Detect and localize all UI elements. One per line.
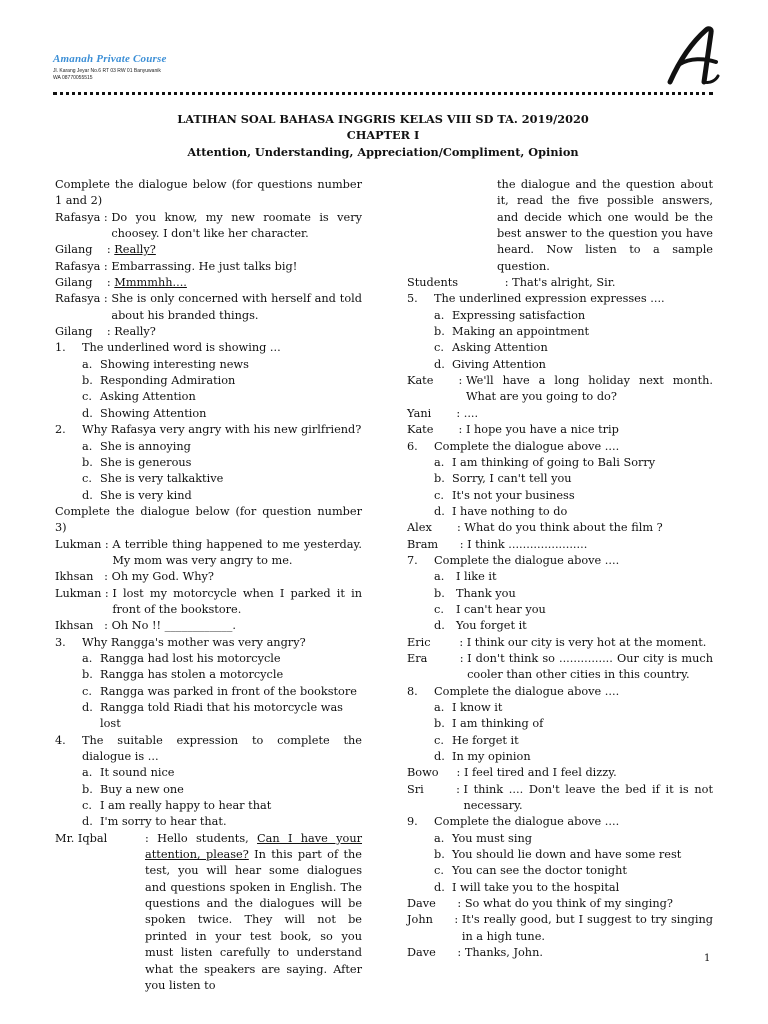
utterance: .... (463, 406, 479, 420)
option-letter: a. (82, 357, 93, 371)
listening-paragraph (55, 831, 362, 994)
utterance: A terrible thing happened to me yesterday. My mom was very angry to me. (112, 537, 362, 567)
option-letter: c. (434, 488, 444, 502)
option-text: You should lie down and have some rest (452, 848, 682, 862)
option-letter: a. (434, 570, 445, 584)
underlined-expression: Can I have your attention, please? (145, 831, 362, 862)
option (55, 651, 362, 667)
dialogue-line (407, 782, 713, 815)
option (55, 439, 362, 455)
option (55, 782, 362, 798)
option-letter: b. (434, 848, 445, 862)
option (407, 586, 713, 602)
utterance: I think our city is very hot at the moment. (466, 635, 707, 649)
question-text: Complete the dialogue above .... (434, 684, 620, 698)
question-text: Complete the dialogue above .... (434, 815, 620, 829)
option (55, 700, 362, 733)
option-letter: b. (82, 455, 93, 469)
option-text: I know it (452, 701, 503, 714)
brand-name: Amanah Private Course (53, 53, 167, 65)
option-text: It's not your business (452, 488, 575, 502)
dialogue-line (55, 259, 362, 275)
option (55, 765, 362, 781)
utterance: So what do you think of my singing? (464, 897, 673, 911)
question-number: 5. (407, 292, 418, 306)
option-letter: d. (82, 815, 93, 829)
dialogue-line (407, 912, 713, 945)
question-number: 3. (55, 635, 66, 649)
dialogue-line (55, 324, 362, 340)
option-text: Making an appointment (452, 325, 590, 339)
question-text: Why Rangga's mother was very angry? (82, 635, 306, 649)
speaker: Dave : (407, 946, 465, 960)
question-number: 4. (55, 733, 66, 747)
option-text: Giving Attention (452, 357, 546, 371)
dialogue-line (55, 569, 362, 585)
option (407, 733, 713, 749)
option-text: In my opinion (452, 750, 531, 764)
option-text: You can see the doctor tonight (452, 864, 627, 878)
option-text: Asking Attention (452, 341, 548, 355)
option-letter: b. (82, 782, 93, 796)
option (55, 357, 362, 373)
dialogue-line (407, 373, 713, 406)
question-number: 8. (407, 684, 418, 698)
question-8 (407, 684, 713, 700)
option-letter: a. (434, 831, 445, 845)
question-3 (55, 635, 362, 651)
option-letter: b. (82, 668, 93, 682)
instruction: Complete the dialogue below (for questions number 1 and 2) (55, 178, 362, 208)
option (407, 602, 713, 618)
dialogue-line (55, 275, 362, 291)
option (407, 880, 713, 896)
speaker: Sri : (407, 782, 464, 796)
utterance: Embarrassing. He just talks big! (111, 259, 298, 273)
option-text: I have nothing to do (452, 504, 568, 518)
utterance: Oh No !! ____________. (111, 619, 237, 633)
speaker: Rafasya : (55, 259, 112, 273)
option-letter: a. (82, 651, 93, 665)
option-letter: d. (434, 880, 445, 894)
question-2 (55, 422, 362, 438)
instruction: Complete the dialogue below (for question number 3) (55, 504, 362, 535)
speaker: Alex : (407, 521, 465, 535)
dialogue-line (407, 896, 713, 912)
question-text: The underlined expression expresses .... (434, 292, 665, 306)
option (55, 389, 362, 405)
dialogue-line (55, 618, 362, 634)
option (407, 831, 713, 847)
question-number: 1. (55, 341, 66, 355)
chapter-subtitle: Attention, Understanding, Appreciation/Compliment, Opinion (187, 145, 579, 159)
option (55, 406, 362, 422)
option (407, 471, 713, 487)
brand-logo-icon (664, 24, 722, 88)
option-text: She is very talkaktive (100, 472, 224, 486)
dialogue-line (55, 586, 362, 619)
option-text: I like it (456, 570, 497, 584)
utterance: I lost my motorcycle when I parked it in front of the bookstore. (112, 586, 362, 616)
utterance: I don't think so ............... Our city is much cooler than other cities in this country. (467, 651, 713, 682)
question-number: 2. (55, 423, 66, 437)
dialogue-line (55, 210, 362, 243)
dialogue-line (55, 242, 362, 258)
listening-intro (55, 831, 362, 994)
option-letter: c. (434, 602, 444, 616)
utterance: She is only concerned with herself and told about his branded things. (111, 292, 362, 322)
underlined-utterance: Really? (114, 243, 156, 257)
dialogue-line (55, 291, 362, 324)
option-text: It sound nice (100, 766, 175, 780)
option-text: Showing Attention (100, 406, 207, 420)
option-text: Responding Admiration (100, 374, 236, 388)
option-letter: b. (434, 472, 445, 486)
option (55, 488, 362, 504)
option-letter: d. (434, 750, 445, 764)
option-letter: d. (434, 357, 445, 371)
dialogue-line (407, 422, 713, 438)
option-letter: b. (434, 325, 445, 339)
speaker: Era : (407, 651, 468, 665)
option-letter: a. (434, 701, 445, 714)
question-text: Complete the dialogue above .... (434, 439, 620, 453)
question-7 (407, 553, 713, 569)
option-letter: a. (434, 308, 445, 322)
option-letter: c. (434, 864, 444, 878)
speaker: Bowo : (407, 766, 464, 780)
speaker: Dave : (407, 897, 465, 911)
dialogue-line (55, 537, 362, 570)
option-text: Sorry, I can't tell you (452, 472, 572, 486)
option (55, 814, 362, 830)
option-letter: c. (434, 341, 444, 355)
option (407, 700, 713, 716)
speaker: Bram : (407, 537, 468, 551)
right-column (407, 177, 713, 962)
contact-line: WA 08770055515 (53, 75, 93, 81)
listening-paragraph-cont: the dialogue and the question about it, read the five possible answers, and decide which one would be the best answer to the question you have heard. Now listen to a sample question. (497, 178, 713, 273)
speaker: Rafasya : (55, 292, 112, 306)
address-line: Jl. Karang Jeyar No.6 RT 03 RW 01 Banyuwanik (53, 68, 161, 74)
speaker: Students (407, 276, 505, 290)
option (55, 373, 362, 389)
option (407, 340, 713, 356)
option (407, 488, 713, 504)
option (407, 569, 713, 585)
question-1 (55, 340, 362, 356)
speaker: Ikhsan : (55, 619, 112, 633)
option-letter: c. (82, 390, 92, 404)
option-letter: c. (434, 733, 444, 747)
speaker: Lukman : (55, 537, 113, 551)
option-text: I am thinking of going to Bali Sorry (452, 455, 656, 469)
left-column (55, 177, 362, 994)
option-text: Rangga has stolen a motorcycle (100, 668, 284, 682)
paragraph-text: In this part of the test, you will hear some dialogues and questions spoken in English. The questions and the dialogues will be spoken twice. They will not be printed in your test book, so you must listen carefully to understand what the speakers are saying. After you listen to (145, 848, 362, 992)
page-title: LATIHAN SOAL BAHASA INGGRIS KELAS VIII SD TA. 2019/2020 (177, 112, 589, 126)
speaker: Gilang : (55, 243, 115, 257)
utterance: I feel tired and I feel dizzy. (463, 766, 617, 780)
option (55, 667, 362, 683)
speaker: Lukman : (55, 586, 113, 600)
option-text: I am thinking of (452, 717, 544, 731)
option (407, 455, 713, 471)
utterance: Do you know, my new roomate is very choosey. I don't like her character. (111, 210, 362, 241)
question-number: 7. (407, 553, 418, 567)
option-letter: c. (82, 799, 92, 813)
speaker: John : (407, 913, 462, 927)
speaker: Gilang : (55, 276, 115, 290)
question-4 (55, 733, 362, 766)
option (55, 798, 362, 814)
option-text: Buy a new one (100, 782, 184, 796)
colon: : Hello students, (145, 831, 258, 845)
speaker: Kate : (407, 374, 466, 388)
option-text: Expressing satisfaction (452, 308, 586, 322)
utterance: What do you think about the film ? (464, 521, 663, 535)
option-text: You forget it (456, 619, 527, 633)
option-text: I can't hear you (456, 602, 546, 616)
option-text: She is very kind (100, 488, 192, 502)
question-text: The underlined word is showing ... (82, 341, 281, 355)
header-divider (53, 92, 713, 95)
question-6 (407, 439, 713, 455)
speaker: Ikhsan : (55, 570, 112, 584)
option-letter: d. (434, 504, 445, 518)
option (407, 847, 713, 863)
utterance: We'll have a long holiday next month. What are you going to do? (465, 374, 713, 404)
option (55, 684, 362, 700)
speaker: Rafasya : (55, 210, 112, 224)
option (55, 455, 362, 471)
option-text: I'm sorry to hear that. (100, 815, 227, 829)
dialogue-line (407, 520, 713, 536)
page-number: 1 (704, 953, 711, 964)
option (407, 308, 713, 324)
option-letter: d. (82, 406, 93, 420)
option-letter: b. (434, 586, 445, 600)
option-text: Showing interesting news (100, 357, 249, 371)
option (55, 471, 362, 487)
utterance: I think .... Don't leave the bed if it is not necessary. (463, 782, 713, 813)
chapter-title: CHAPTER I (346, 128, 420, 142)
option-text: You must sing (452, 831, 532, 845)
underlined-utterance: Mmmmhh.... (114, 276, 187, 290)
question-number: 6. (407, 439, 418, 453)
option-letter: d. (82, 488, 93, 502)
option (407, 357, 713, 373)
dialogue-line (407, 537, 713, 553)
question-9 (407, 814, 713, 830)
option-letter: c. (82, 684, 92, 698)
dialogue-line (407, 651, 713, 684)
option-letter: c. (82, 472, 92, 486)
question-text: Complete the dialogue above .... (434, 553, 620, 567)
option-text: Thank you (456, 586, 516, 600)
option (407, 324, 713, 340)
option-text: Rangga told Riadi that his motorcycle was lost (100, 701, 343, 731)
option-letter: a. (82, 766, 93, 780)
utterance: It's really good, but I suggest to try singing in a high tune. (461, 913, 713, 943)
option-text: He forget it (452, 733, 519, 747)
option-text: She is generous (100, 455, 192, 469)
option-letter: d. (82, 701, 93, 714)
speaker: Mr. Iqbal (55, 831, 108, 845)
option-letter: a. (82, 439, 93, 453)
dialogue-line (407, 765, 713, 781)
option (407, 504, 713, 520)
utterance: Oh my God. Why? (111, 570, 214, 584)
speaker: Yani : (407, 406, 464, 420)
question-number: 9. (407, 815, 418, 829)
option (407, 863, 713, 879)
option-text: Rangga was parked in front of the bookstore (100, 684, 357, 698)
option-letter: d. (434, 619, 445, 633)
option (407, 716, 713, 732)
option (407, 749, 713, 765)
utterance: I think ...................... (467, 537, 588, 551)
option-text: Asking Attention (100, 390, 196, 404)
option-text: Rangga had lost his motorcycle (100, 651, 281, 665)
question-text: Why Rafasya very angry with his new girlfriend? (82, 423, 362, 437)
option-text: She is annoying (100, 439, 191, 453)
utterance: : That's alright, Sir. (504, 276, 616, 290)
option-letter: b. (82, 374, 93, 388)
question-text: The suitable expression to complete the dialogue is ... (82, 733, 362, 764)
option-text: I am really happy to hear that (100, 799, 272, 813)
brand-address (53, 68, 161, 82)
speaker: Kate : (407, 423, 466, 437)
dialogue-line (407, 275, 713, 291)
utterance: I hope you have a nice trip (465, 423, 619, 437)
utterance: Thanks, John. (464, 946, 543, 960)
dialogue-line (407, 635, 713, 651)
option-text: I will take you to the hospital (452, 880, 620, 894)
option-letter: b. (434, 717, 445, 731)
dialogue-line (407, 406, 713, 422)
question-5 (407, 291, 713, 307)
utterance: Really? (114, 325, 156, 339)
speaker: Gilang : (55, 325, 115, 339)
dialogue-line (407, 945, 713, 961)
option (407, 618, 713, 634)
speaker: Eric : (407, 635, 467, 649)
option-letter: a. (434, 455, 445, 469)
